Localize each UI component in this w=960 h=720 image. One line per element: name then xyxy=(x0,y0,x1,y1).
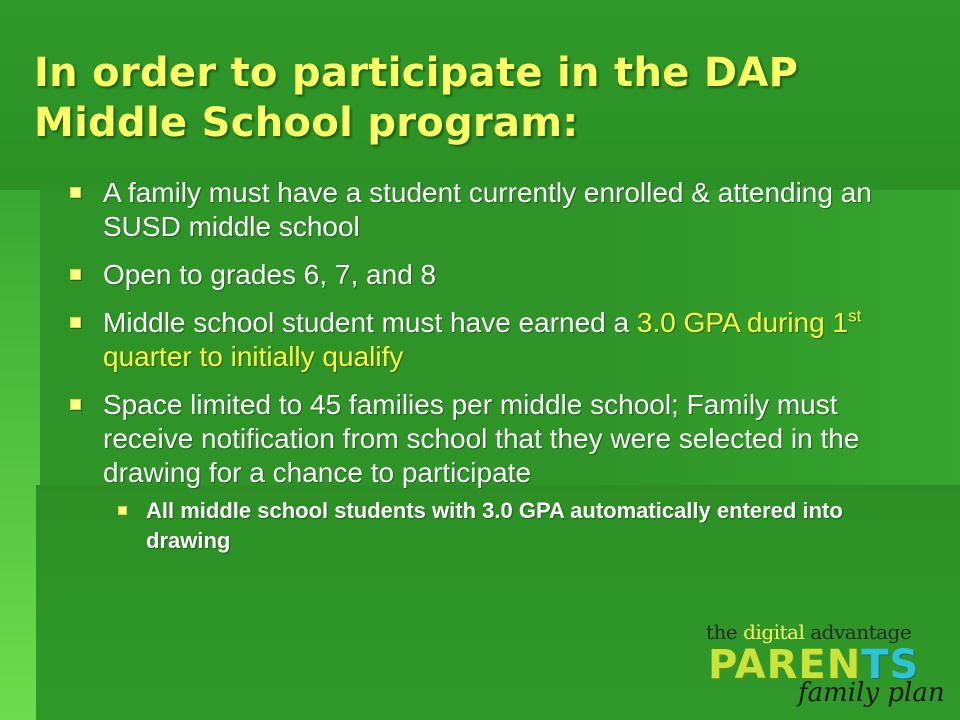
bullet-text: A family must have a student currently enrolled & attending an SUSD middle school xyxy=(103,177,872,242)
title-line-2: Middle School program: xyxy=(34,100,579,146)
bullet-text: Open to grades 6, 7, and 8 xyxy=(103,259,437,290)
logo-parents-b: TS xyxy=(861,642,920,688)
bullet-item-grades xyxy=(66,258,916,292)
square-bullet-icon xyxy=(70,269,81,280)
digital-advantage-logo xyxy=(706,620,945,715)
gpa-highlight-text-end: quarter to initially qualify xyxy=(103,341,404,372)
bullet-item-space-limited xyxy=(66,388,916,556)
square-bullet-icon xyxy=(118,506,127,515)
bullet-list xyxy=(66,176,916,570)
bullet-text: Middle school student must have earned a xyxy=(103,307,637,338)
logo-word-digital: digital xyxy=(743,620,805,644)
sub-bullet-text: All middle school students with 3.0 GPA automatically entered into drawing xyxy=(146,498,843,553)
logo-parents-a: PAREN xyxy=(708,642,862,688)
gpa-highlight-text: 3.0 GPA during 1 xyxy=(636,307,849,338)
logo-tagline-top xyxy=(706,620,911,644)
logo-word-the: the xyxy=(706,620,744,644)
logo-word-advantage: advantage xyxy=(804,620,912,644)
title-line-1: In order to participate in the DAP xyxy=(34,50,799,96)
logo-family-plan: family plan xyxy=(798,678,945,708)
bullet-item-enrollment xyxy=(66,176,916,244)
square-bullet-icon xyxy=(70,399,81,410)
slide-title xyxy=(34,48,934,148)
ordinal-suffix: st xyxy=(848,306,862,326)
bullet-text: Space limited to 45 families per middle school; Family must receive notification from school that they were selected in the drawing for a chance to participate xyxy=(103,389,860,488)
sub-bullet-item xyxy=(103,496,916,556)
square-bullet-icon xyxy=(70,187,81,198)
sub-bullet-list xyxy=(103,496,916,556)
bullet-item-gpa xyxy=(66,306,916,374)
square-bullet-icon xyxy=(70,317,81,328)
